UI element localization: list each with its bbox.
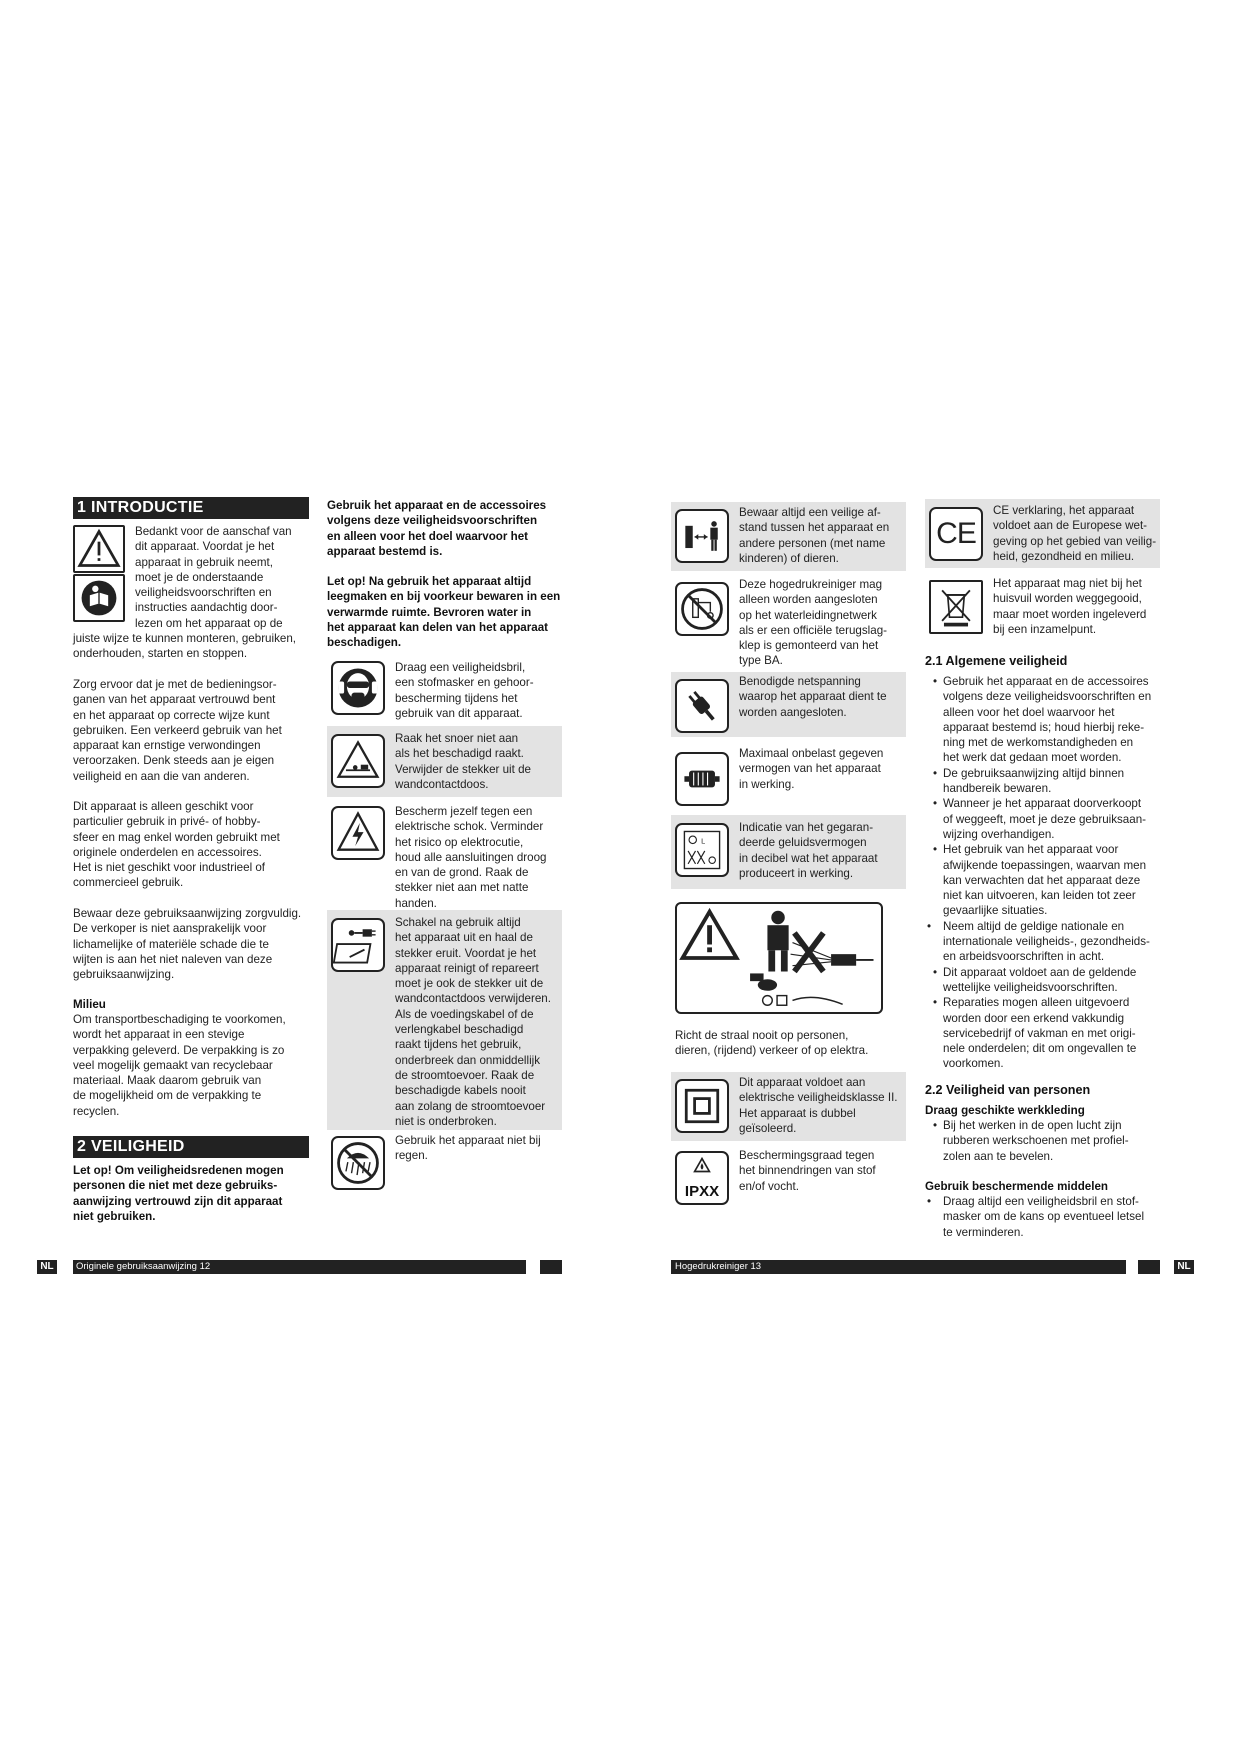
work-clothing-item: • Bij het werken in de open lucht zijn rubberen werkschoenen met profiel- zolen aan te bevelen. — [933, 1119, 1129, 1163]
warning-triangle-icon — [73, 525, 125, 573]
weee-bin-icon — [929, 580, 983, 634]
double-insulation-icon — [675, 1079, 729, 1133]
backflow-valve-text: Deze hogedrukreiniger mag alleen worden aangesloten op het waterleidingnetwerk als er een officiële terugslag- klep is gemonteerd van het type BA. — [739, 578, 888, 668]
safety-gear-text: Draag een veiligheidsbril, een stofmasker en gehoor- bescherming tijdens het gebruik van dit apparaat. — [395, 661, 534, 720]
safe-distance-text: Bewaar altijd een veilige af- stand tussen het apparaat en andere personen (met name kinderen) of dieren. — [739, 506, 890, 565]
intro-text-wrapped: Bedankt voor de aanschaf van dit apparaat. Voordat je het apparaat in gebruik neemt, moet je de onderstaande veiligheidsvoorschriften en instructies aandachtig door- lezen om het apparaat op de — [135, 525, 292, 630]
no-direct-water-connection-icon — [675, 582, 729, 636]
list-item: • Het gebruik van het apparaat voor afwijkende toepassingen, waarvan men kan verwachten dat het apparaat deze niet kan uitvoeren, kan leiden tot zeer gevaarlijke situaties. — [933, 843, 1147, 918]
general-safety-list — [925, 674, 1160, 1072]
ce-mark-label: CE — [936, 517, 976, 550]
footer-text-left: Originele gebruiksaanwijzing 12 — [76, 1261, 211, 1272]
spray-warning-pictogram — [675, 902, 883, 1014]
list-item: • Neem altijd de geldige nationale en internationale veiligheids-, gezondheids- en arbeidsvoorschriften in acht. — [927, 919, 1150, 964]
section-1-title: 1 INTRODUCTIE — [73, 497, 309, 519]
ipxx-text: Beschermingsgraad tegen het binnendringen van stof en/of vocht. — [739, 1149, 876, 1193]
sound-power-text: Indicatie van het gegaran- deerde geluidsvermogen in decibel wat het apparaat produceert in werking. — [739, 821, 878, 880]
section-2-warning: Let op! Om veiligheidsredenen mogen personen die niet met deze gebruiks- aanwijzing vertrouwd zijn dit apparaat niet gebruiken. — [73, 1164, 284, 1223]
ipxx-label: IPXX — [684, 1183, 720, 1200]
list-item: • Gebruik het apparaat en de accessoires volgens deze veiligheidsvoorschriften en alleen voor het doel waarvoor het apparaat bestemd is; houd hierbij reke- ning met de werkomstandigheden en het werk dat gedaan moet worden. — [933, 675, 1152, 765]
unplug-manual-icon — [331, 918, 385, 972]
plug-voltage-icon — [675, 679, 729, 733]
svg-text:L: L — [701, 836, 706, 846]
motor-power-text: Maximaal onbelast gegeven vermogen van het apparaat in werking. — [739, 747, 884, 791]
footer-language-badge-right: NL — [1174, 1260, 1194, 1274]
list-item: • De gebruiksaanwijzing altijd binnen handbereik bewaren. — [933, 766, 1125, 796]
electric-shock-icon — [331, 806, 385, 860]
protective-means-item: • Draag altijd een veiligheidsbril en stof- masker om de kans op eventueel letsel te verminderen. — [927, 1195, 1145, 1239]
footer-block-right — [1138, 1260, 1160, 1274]
usage-notice: Gebruik het apparaat en de accessoires volgens deze veiligheidsvoorschriften en alleen voor het doel waarvoor het apparaat bestemd is. — [327, 499, 547, 558]
section-2-title: 2 VEILIGHEID — [73, 1136, 309, 1158]
weee-text: Het apparaat mag niet bij het huisvuil worden weggegooid, maar moet worden ingeleverd bij een inzamelpunt. — [993, 577, 1147, 636]
list-item: • Wanneer je het apparaat doorverkoopt of weggeeft, moet je deze gebruiksaan- wijzing overhandigen. — [933, 797, 1147, 841]
motor-power-icon — [675, 752, 729, 806]
no-rain-icon — [331, 1136, 385, 1190]
footer-block-left — [540, 1260, 562, 1274]
footer-text-right: Hogedrukreiniger 13 — [675, 1261, 762, 1272]
no-rain-text: Gebruik het apparaat niet bij regen. — [395, 1134, 541, 1163]
protective-means-heading: Gebruik beschermende middelen — [925, 1180, 1108, 1193]
mains-voltage-text: Benodigde netspanning waarop het apparaat dient te worden aangesloten. — [739, 675, 887, 719]
unplug-text: Schakel na gebruik altijd het apparaat uit en haal de stekker eruit. Voordat je het apparaat reinigt of repareert moet je ook de stekker uit de wandcontactdoos verwijderen. Als de voedingskabel of de verlengkabel beschadigd raakt tijdens het gebruik, onderbreek dan onmiddellijk de stroomtoevoer. Raak de beschadigde kabels nooit aan zolang de stroomtoevoer niet is onderbroken. — [395, 916, 551, 1128]
electric-shock-text: Bescherm jezelf tegen een elektrische schok. Verminder het risico op elektrocutie, houd alle aansluitingen droog en van de grond. Raak de stekker niet aan met natte handen. — [395, 805, 547, 910]
footer-language-badge-left: NL — [37, 1260, 57, 1274]
class-ii-text: Dit apparaat voldoet aan elektrische veiligheidsklasse II. Het apparaat is dubbel geïsoleerd. — [739, 1076, 898, 1135]
list-item: • Reparaties mogen alleen uitgevoerd worden door een erkend vakkundig servicebedrijf of vakman en met origi- nele onderdelen; dit om ongevallen te voorkomen. — [933, 996, 1137, 1071]
section-2-2-title: 2.2 Veiligheid van personen — [925, 1083, 1091, 1097]
section-2-1-title: 2.1 Algemene veiligheid — [925, 654, 1068, 668]
damaged-cable-icon — [331, 734, 385, 788]
spray-warning-caption: Richt de straal nooit op personen, dieren, (rijdend) verkeer of op elektra. — [675, 1029, 869, 1058]
ce-text: CE verklaring, het apparaat voldoet aan de Europese wet- geving op het gebied van veilig- heid, gezondheid en milieu. — [993, 504, 1157, 563]
safe-distance-icon — [675, 509, 729, 563]
read-manual-icon — [73, 574, 125, 622]
intro-paragraph-3: Dit apparaat is alleen geschikt voor particulier gebruik in privé- of hobby- sfeer en mag enkel worden gebruikt met originele onderdelen en accessoires. Het is niet geschikt voor industrieel of commercieel gebruik. — [73, 800, 280, 890]
milieu-heading: Milieu — [73, 998, 106, 1011]
frost-notice: Let op! Na gebruik het apparaat altijd leegmaken en bij voorkeur bewaren in een verwarmde ruimte. Bevroren water in het apparaat kan delen van het apparaat beschadigen. — [327, 575, 561, 650]
milieu-paragraph: Om transportbeschadiging te voorkomen, wordt het apparaat in een stevige verpakking geleverd. De verpakking is zo veel mogelijk gemaakt van recyclebaar materiaal. Maak daarom gebruik van de mogelijkheid om de verpakking te recyclen. — [73, 1013, 286, 1118]
intro-paragraph-4: Bewaar deze gebruiksaanwijzing zorgvuldig. De verkoper is niet aansprakelijk voor lichamelijke of materiële schade die te wijten is aan het niet naleven van deze gebruiksaanwijzing. — [73, 907, 302, 982]
safety-gear-icon — [331, 661, 385, 715]
work-clothing-heading: Draag geschikte werkkleding — [925, 1104, 1085, 1117]
damaged-cable-text: Raak het snoer niet aan als het beschadigd raakt. Verwijder de stekker uit de wandcontactdoos. — [395, 732, 531, 791]
sound-power-icon — [675, 823, 729, 877]
intro-text-full: juiste wijze te kunnen monteren, gebruiken, onderhouden, starten en stoppen. — [73, 632, 296, 661]
intro-paragraph-2: Zorg ervoor dat je met de bedieningsor- ganen van het apparaat vertrouwd bent en het apparaat op correcte wijze kunt gebruiken. Een verkeerd gebruik van het apparaat kan ernstige verwondingen veroorzaken. Denk steeds aan je eigen veiligheid en aan die van anderen. — [73, 678, 282, 783]
list-item: • Dit apparaat voldoet aan de geldende wettelijke veiligheidsvoorschriften. — [933, 965, 1137, 994]
